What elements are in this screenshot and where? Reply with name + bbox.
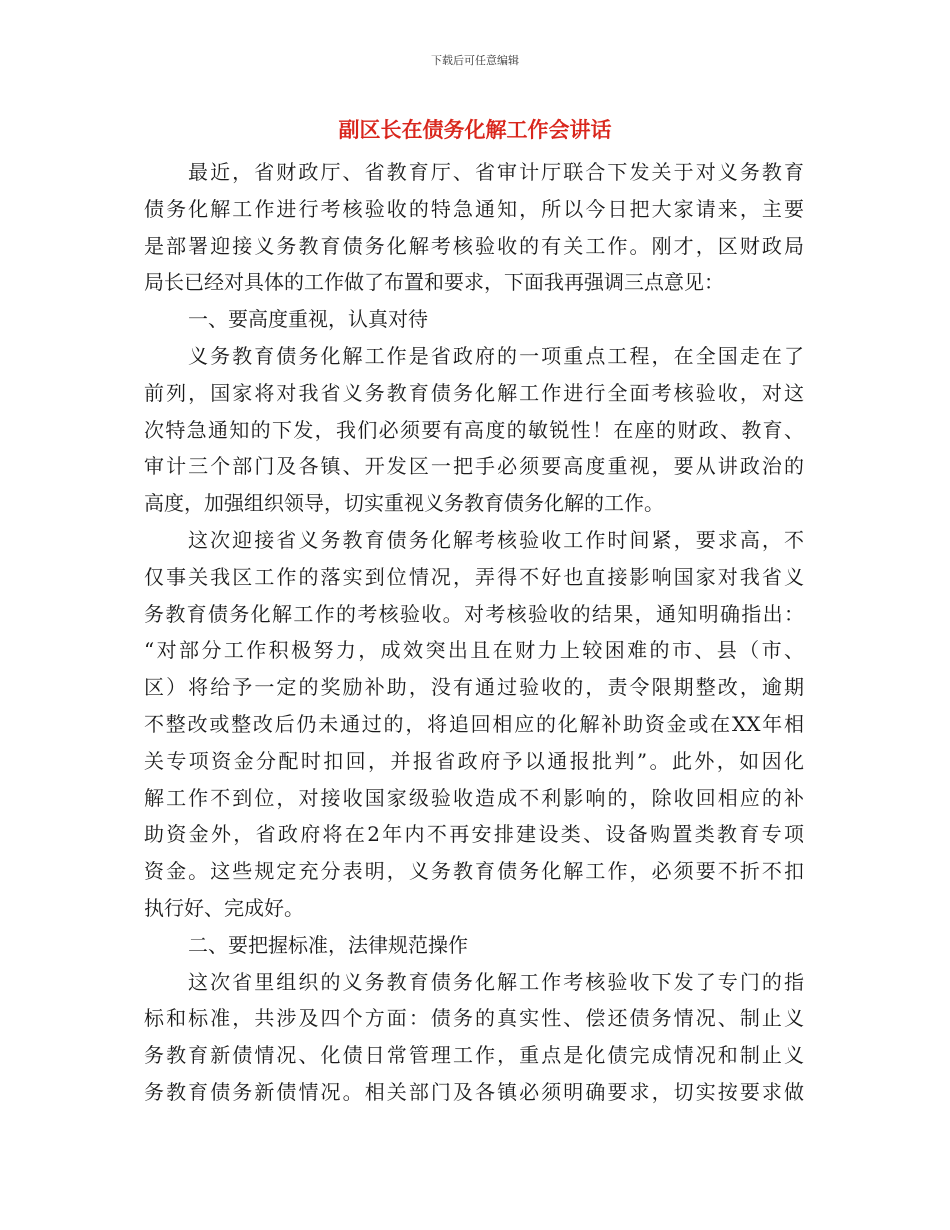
- body-line: 解工作不到位，对接收国家级验收造成不利影响的，除收回相应的补: [144, 786, 804, 810]
- body-line: 二、要把握标准，法律规范操作: [188, 933, 468, 957]
- body-line: 这次省里组织的义务教育债务化解工作考核验收下发了专门的指: [188, 970, 804, 994]
- body-line: 次特急通知的下发，我们必须要有高度的敏锐性！在座的财政、教育、: [144, 418, 804, 442]
- body-line: 助资金外，省政府将在2年内不再安排建设类、设备购置类教育专项: [144, 822, 804, 846]
- body-line: 区）将给予一定的奖励补助，没有通过验收的，责令限期整改，逾期: [144, 675, 804, 699]
- body-line: 关专项资金分配时扣回，并报省政府予以通报批判”。此外，如因化: [144, 749, 804, 773]
- body-line: 义务教育债务化解工作是省政府的一项重点工程，在全国走在了: [188, 344, 804, 368]
- body-line: 执行好、完成好。: [144, 896, 304, 920]
- body-line: 这次迎接省义务教育债务化解考核验收工作时间紧，要求高，不: [188, 528, 804, 552]
- body-line: 仅事关我区工作的落实到位情况，弄得不好也直接影响国家对我省义: [144, 565, 804, 589]
- body-line: 不整改或整改后仍未通过的，将追回相应的化解补助资金或在XX年相: [144, 712, 804, 736]
- page-header-note: 下载后可任意编辑: [431, 54, 519, 67]
- body-line: 务教育新债情况、化债日常管理工作，重点是化债完成情况和制止义: [144, 1043, 804, 1067]
- body-line: 标和标准，共涉及四个方面：债务的真实性、偿还债务情况、制止义: [144, 1006, 804, 1030]
- body-line: 前列，国家将对我省义务教育债务化解工作进行全面考核验收，对这: [144, 381, 804, 405]
- body-line: 债务化解工作进行考核验收的特急通知，所以今日把大家请来，主要: [144, 197, 804, 221]
- body-line: 务教育债务化解工作的考核验收。对考核验收的结果，通知明确指出：: [144, 602, 804, 626]
- body-line: 务教育债务新债情况。相关部门及各镇必须明确要求，切实按要求做: [144, 1080, 804, 1104]
- body-line: 资金。这些规定充分表明，义务教育债务化解工作，必须要不折不扣: [144, 859, 804, 883]
- body-line: “对部分工作积极努力，成效突出且在财力上较困难的市、县（市、: [144, 638, 804, 662]
- body-line: 是部署迎接义务教育债务化解考核验收的有关工作。刚才，区财政局: [144, 234, 804, 258]
- body-line: 局长已经对具体的工作做了布置和要求，下面我再强调三点意见：: [144, 270, 724, 294]
- body-line: 一、要高度重视，认真对待: [188, 307, 428, 331]
- body-line: 最近，省财政厅、省教育厅、省审计厅联合下发关于对义务教育: [188, 160, 804, 184]
- body-line: 审计三个部门及各镇、开发区一把手必须要高度重视，要从讲政治的: [144, 454, 804, 478]
- body-line: 高度，加强组织领导，切实重视义务教育债务化解的工作。: [144, 491, 664, 515]
- document-title: 副区长在债务化解工作会讲话: [338, 117, 612, 142]
